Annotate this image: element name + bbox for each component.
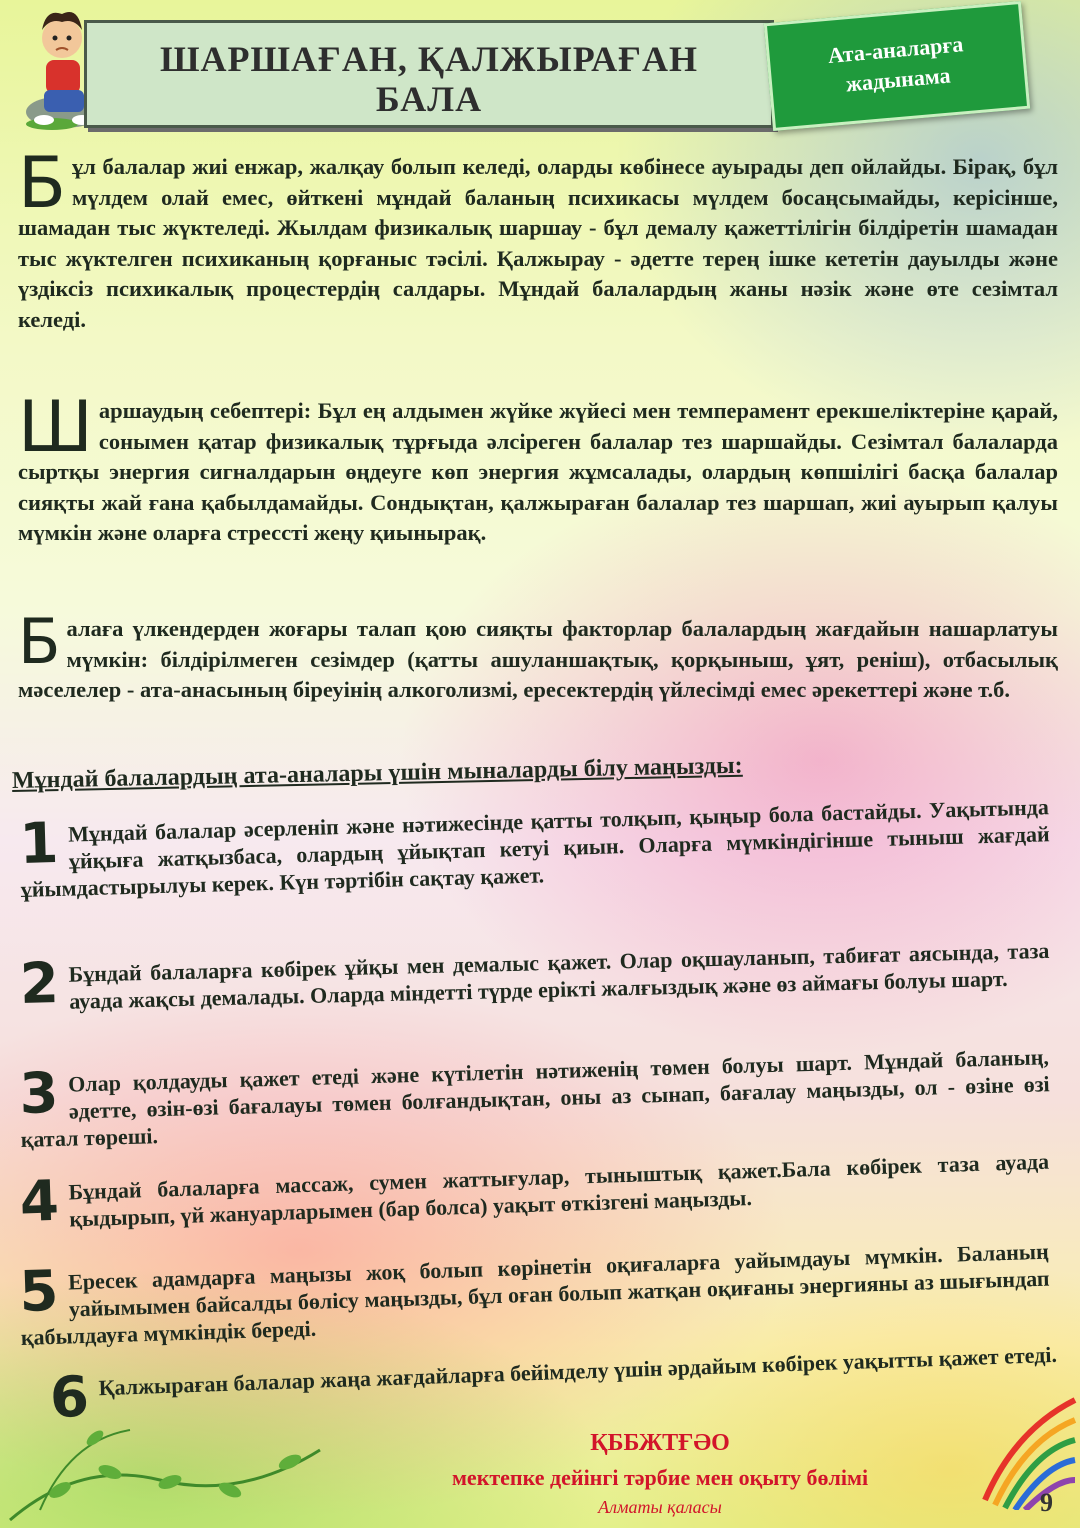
- drop-cap: Б: [18, 605, 61, 678]
- section-heading: [12, 749, 912, 795]
- tip-text: Олар қолдауды қажет етеді және күтілетін нәтиженің төмен болуы шарт. Мұндай баланың, әдетте, өзін-өзі бағалауы төмен болғандықтан, оны аз сынап, бағалау маңызды, ол - өзіне өзі қатал төреші.: [20, 1044, 1050, 1152]
- tip-item-5: [19, 1238, 1051, 1351]
- footer-organization: ҚББЖТҒӘО: [590, 1430, 730, 1456]
- tip-number: 4: [18, 1168, 60, 1235]
- tip-item-2: [19, 937, 1050, 1016]
- page-number: 9: [1040, 1488, 1053, 1517]
- tip-text: Ересек адамдарға маңызы жоқ болып көрінетін оқиғаларға уайымдауы мүмкін. Баланың уайымымен байсалды бөлісу маңызды, бұл оған болып жатқан оқиғаны энергияны аз шығындап қабылдауға мүмкіндік береді.: [20, 1238, 1050, 1350]
- tip-item-1: [19, 793, 1051, 903]
- factors-paragraph: [18, 605, 1058, 706]
- drop-cap: Ш: [18, 386, 93, 468]
- tip-text: Бұндай балаларға көбірек ұйқы мен демалыс қажет. Олар оқшауланып, табиғат аясында, таза ауада жақсы демалады. Оларда міндетті түрде ерікті жалғыздық және өз аймағы болуы шарт.: [68, 937, 1050, 1014]
- paragraph-text: аршаудың себептері: Бұл ең алдымен жүйке жүйесі мен темперамент ерекшеліктеріне қарай, сонымен қатар физикалық тұрғыда әлсіреген балалар тез шаршайды. Сезімтал балаларда сыртқы энергия сигналдарын өңдеуге көп энергия жұмсалады, олардың көпшілігі басқа балалар сияқты жай ғана қабылдамайды. Сондықтан, қалжыраған балалар тез шаршап, жиі ауырып қалуы мүмкін және оларға стрессті жеңу қиынырақ.: [18, 398, 1058, 545]
- paragraph-text: ұл балалар жиі енжар, жалқау болып келеді, оларды көбінесе ауырады деп ойлайды. Бірақ, бұл мүлдем олай емес, өйткені мұндай баланың психикасы мүлдем босаңсымайды, керісінше, шамадан тыс жүктеледі. Жылдам физикалық шаршау - бұл демалу қажеттілігін білдіретін шамадан тыс жүктелген психиканың қорғаныс тәсілі. Қалжырау - әдетте терең ішке кететін дауылды және үздіксіз психикалық процестердің салдары. Мұндай балалардың жаны нәзік және өте сезімтал келеді.: [18, 154, 1058, 332]
- parents-memo-badge: [764, 1, 1030, 131]
- title-box: [84, 20, 774, 128]
- tip-item-4: [19, 1148, 1050, 1234]
- tip-text: Мұндай балалар әсерленіп және нәтижесінде қатты толқып, қыңыр бола бастайды. Уақытында ұйқыға жатқызбаса, олардың ұйықтап кетуі қиын. Оларға мүмкіндігінше тыныш жағдай ұйымдастырылуы керек. Күн тәртібін сақтау қажет.: [20, 794, 1050, 902]
- tip-number: 3: [18, 1060, 60, 1127]
- color-pencils-decoration: [975, 1390, 1080, 1510]
- page-title: ШАРШАҒАН, ҚАЛЖЫРАҒАН БАЛА: [159, 39, 699, 119]
- tip-item-3: [19, 1043, 1051, 1153]
- footer-city: Алматы қаласы: [598, 1497, 722, 1517]
- section-heading-text: Мұндай балалардың ата-аналары үшін мыналарды білу маңызды:: [11, 752, 743, 794]
- paragraph-text: алаға үлкендерден жоғары талап қою сияқты факторлар балалардың жағдайын нашарлатуы мүмкін: білдірілмеген сезімдер (қатты ашуланшақтық, қорқыныш, ұят, реніш), отбасылық мәселелер - ата-анасының біреуінің алкоголизмі, ересектердің үйлесімді емес әрекеттері және т.б.: [18, 616, 1058, 702]
- footer-department: мектепке дейінгі тәрбие мен оқыту бөлімі: [451, 1465, 869, 1490]
- tip-number: 2: [19, 951, 60, 1017]
- drop-cap: Б: [18, 142, 67, 224]
- tip-text: Бұндай балаларға массаж, сумен жаттығулар, тыныштық қажет.Бала көбірек таза ауада қыдырып, үй жануарларымен (бар болса) уақыт өткізгені маңызды.: [68, 1148, 1050, 1232]
- tip-number: 6: [48, 1364, 91, 1431]
- tip-number: 5: [18, 1258, 60, 1325]
- intro-paragraph-1: [18, 142, 1058, 335]
- causes-paragraph: [18, 386, 1058, 549]
- vine-decoration: [0, 1340, 330, 1528]
- tip-number: 1: [18, 810, 60, 877]
- tip-text: Қалжыраған балалар жаңа жағдайларға бейімделу үшін әрдайым көбірек уақытты қажет етеді.: [98, 1341, 1058, 1401]
- badge-label: Ата-аналарға жадынама: [826, 31, 965, 97]
